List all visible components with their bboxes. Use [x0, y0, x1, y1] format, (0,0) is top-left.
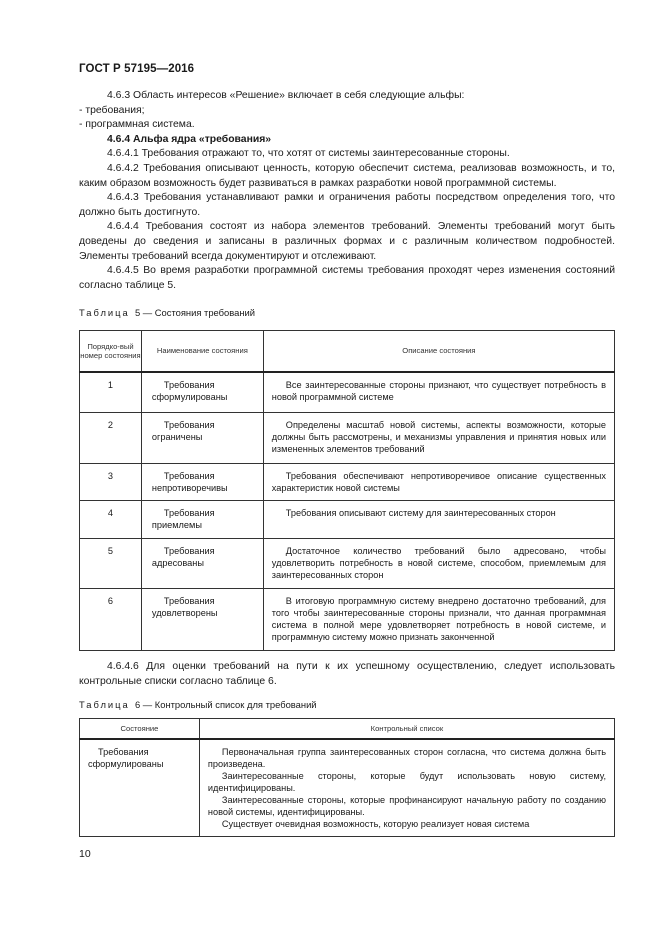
- checklist-item: Существует очевидная возможность, которую реализует новая система: [221, 819, 530, 829]
- section-text: [79, 89, 615, 293]
- subsection-heading: 4.6.4 Альфа ядра «требования»: [107, 133, 272, 145]
- table-row: Требования сформулированы Первоначальная группа заинтересованных сторон согласна, что система должна быть произведена. Заинтересованные стороны, которые будут использовать новую систему, идентифицированы. Заинтересованные стороны, которые профинансируют начальную работу по созданию новой системы, идентифицированы. Существует очевидная возможность, которую реализует новая система: [80, 739, 615, 837]
- column-header: Наименование состояния: [141, 331, 263, 373]
- paragraph-4-6-4-1: 4.6.4.1 Требования отражают то, что хотят от системы заинтересованные стороны.: [107, 148, 510, 160]
- table6-caption: Таблица 6 — Контрольный список для требований: [79, 699, 317, 710]
- table-6: [79, 718, 615, 837]
- table5-caption: Таблица 5 — Состояния требований: [79, 307, 255, 318]
- table-row: 1 Требования сформулированы Все заинтересованные стороны признают, что существует потребность в новой программной системе: [80, 372, 615, 412]
- table-row: 4 Требования приемлемы Требования описывают систему для заинтересованных сторон: [80, 500, 615, 538]
- list-item: - требования;: [79, 104, 145, 116]
- paragraph-4-6-4-2: 4.6.4.2 Требования описывают ценность, которую обеспечит система, реализовав возможность, и то, каким образом возможность будет развиваться в рамках разработки новой программной системы.: [79, 162, 615, 189]
- table-row: 2 Требования ограничены Определены масштаб новой системы, аспекты возможности, которые должны быть рассмотрены, и механизмы управления и принятия новых или измененных элементов требований: [80, 412, 615, 463]
- table-5: [79, 330, 615, 651]
- paragraph-4-6-4-4: 4.6.4.4 Требования состоят из набора элементов требований. Элементы требований могут быть доведены до сведения и записаны в различных формах и с различным количеством подробностей. Элементы требований всегда документируют и отслеживают.: [79, 221, 615, 262]
- checklist-item: Заинтересованные стороны, которые будут использовать новую систему, идентифицированы.: [207, 771, 606, 793]
- table-row: 3 Требования непротиворечивы Требования обеспечивают непротиворечивое описание существенных характеристик новой системы: [80, 463, 615, 500]
- section-text-2: [79, 660, 615, 689]
- checklist-item: Заинтересованные стороны, которые профинансируют начальную работу по созданию новой системы, идентифицированы.: [207, 795, 606, 817]
- paragraph-4-6-4-3: 4.6.4.3 Требования устанавливают рамки и ограничения работы посредством определения того, что должно быть достигнуто.: [79, 192, 615, 218]
- table-row: 5 Требования адресованы Достаточное количество требований было адресовано, чтобы удовлетворить потребность в новой системе, способом, приемлемым для заинтересованных сторон: [80, 538, 615, 588]
- document-code: ГОСТ Р 57195—2016: [79, 63, 195, 75]
- paragraph-4-6-4-6: 4.6.4.6 Для оценки требований на пути к их успешному осуществлению, следует использовать контрольные списки согласно таблице 6.: [79, 661, 615, 687]
- column-header: Контрольный список: [199, 719, 614, 740]
- page-number: 10: [79, 848, 91, 860]
- table-row: 6 Требования удовлетворены В итоговую программную систему внедрено достаточно требований, для того чтобы заинтересованные стороны признали, что данная программная система в полной мере удовлетворяет потребность в новой системе, и программную систему можно признать законченной: [80, 588, 615, 650]
- column-header: Описание состояния: [263, 331, 614, 373]
- checklist-item: Первоначальная группа заинтересованных сторон согласна, что система должна быть произведена.: [207, 747, 606, 769]
- column-header: Порядко-вый номер состояния: [80, 331, 142, 373]
- paragraph-4-6-4-5: 4.6.4.5 Во время разработки программной системы требования проходят через изменения состояний согласно таблице 5.: [79, 265, 615, 291]
- column-header: Состояние: [80, 719, 200, 740]
- paragraph-4-6-3: 4.6.3 Область интересов «Решение» включает в себя следующие альфы:: [107, 90, 465, 101]
- list-item: - программная система.: [79, 119, 195, 131]
